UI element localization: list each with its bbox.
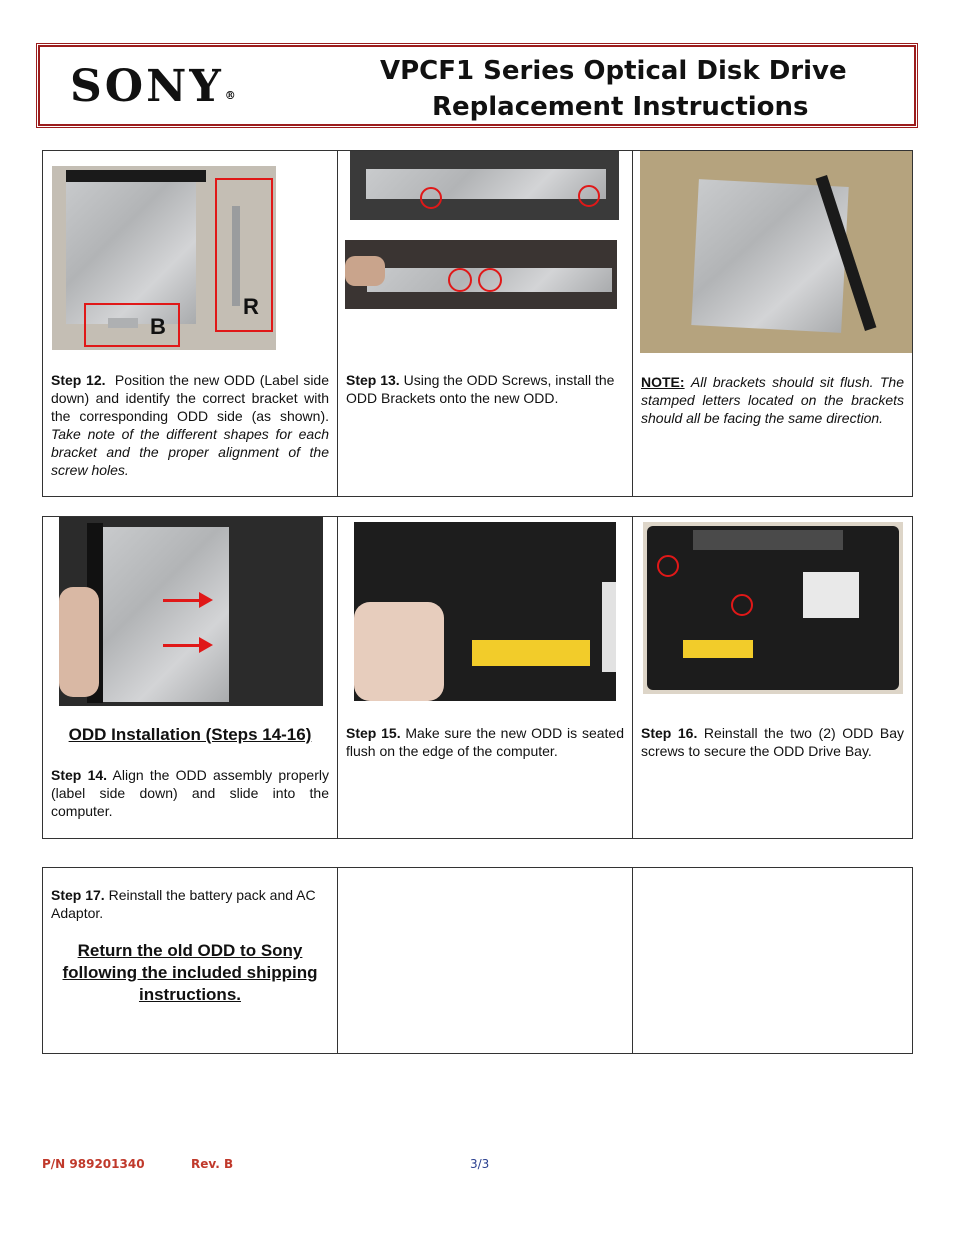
page-number: 3/3 — [470, 1157, 490, 1171]
note-text — [641, 373, 904, 427]
step14-text — [51, 766, 329, 820]
title-line-1: VPCF1 Series Optical Disk Drive — [380, 56, 847, 86]
bracket-b-image — [108, 318, 138, 328]
step14-body: Align the ODD assembly properly (label side down) and slide into the computer. — [51, 767, 329, 819]
step13-cell — [338, 151, 633, 497]
note-body: All brackets should sit flush. The stamped letters located on the brackets should all be facing the same direction. — [641, 374, 904, 426]
empty-cell-2 — [633, 868, 913, 1054]
logo-text: SONY — [70, 61, 224, 112]
odd-slide-image — [99, 527, 229, 702]
screw-circle-4 — [478, 268, 502, 292]
logo-registered-mark: ® — [224, 89, 236, 102]
step14-cell — [43, 517, 338, 839]
odd-with-brackets-photo — [640, 151, 912, 353]
sony-logo — [70, 61, 236, 112]
laptop-bottom-photo — [643, 522, 903, 694]
step12-cell — [43, 151, 338, 497]
step13-text — [346, 371, 624, 407]
bracket-b-label: B — [150, 314, 166, 339]
note-cell — [633, 151, 913, 497]
battery-slot-image — [693, 530, 843, 550]
bracket-r-label: R — [243, 294, 259, 319]
odd-flush-photo — [354, 522, 616, 701]
hand-image-2 — [59, 587, 99, 697]
odd-installation-title: ODD Installation (Steps 14-16) — [68, 725, 312, 744]
bay-screw-circle-1 — [657, 555, 679, 577]
hand-image-1 — [345, 256, 385, 286]
bracket-install-photo-1 — [350, 151, 619, 220]
bay-screw-circle-2 — [731, 594, 753, 616]
odd-bezel-image — [66, 170, 206, 182]
odd-drive-image — [66, 174, 196, 324]
screw-circle-2 — [578, 185, 600, 207]
title-line-2: Replacement Instructions — [432, 92, 809, 122]
step17-text — [51, 886, 329, 922]
empty-cell-1 — [338, 868, 633, 1054]
warning-label-image — [472, 640, 590, 666]
note-label: NOTE: — [641, 374, 685, 390]
step15-label: Step 15. — [346, 725, 401, 741]
step17-body: Reinstall the battery pack and AC Adaptor. — [51, 887, 316, 921]
step16-label: Step 16. — [641, 725, 698, 741]
step15-text — [346, 724, 624, 760]
step17-label: Step 17. — [51, 887, 105, 903]
step12-italic-note: Take note of the different shapes for each bracket and the proper alignment of the screw holes. — [51, 426, 329, 478]
step15-body: Make sure the new ODD is seated flush on the edge of the computer. — [346, 725, 624, 759]
step16-body: Reinstall the two (2) ODD Bay screws to secure the ODD Drive Bay. — [641, 725, 904, 759]
part-number: P/N 989201340 — [42, 1157, 145, 1171]
bracket-r-image — [232, 206, 240, 306]
bracket-install-photo-2 — [345, 240, 617, 309]
hand-image-3 — [354, 602, 444, 701]
label-sticker-image — [803, 572, 859, 618]
arrow-right-2 — [163, 644, 209, 647]
step13-body: Using the ODD Screws, install the ODD Brackets onto the new ODD. — [346, 372, 615, 406]
step17-cell — [43, 868, 338, 1054]
step14-label: Step 14. — [51, 767, 108, 783]
warning-label-image-2 — [683, 640, 753, 658]
odd-slide-photo — [59, 517, 323, 706]
steps-table-2 — [42, 516, 913, 839]
screw-circle-3 — [448, 268, 472, 292]
steps-table-3 — [42, 867, 913, 1054]
step16-cell — [633, 517, 913, 839]
odd-side-image-1 — [366, 169, 606, 199]
document-title — [380, 53, 900, 125]
return-odd-note: Return the old ODD to Sony following the included shipping instructions. — [62, 941, 318, 1004]
odd-brackets-photo — [52, 166, 276, 350]
sticker-image — [602, 582, 616, 672]
step12-text — [51, 371, 329, 479]
step15-cell — [338, 517, 633, 839]
step13-label: Step 13. — [346, 372, 400, 388]
document-header — [38, 45, 916, 126]
laptop-bottom-image — [647, 526, 899, 690]
step16-text — [641, 724, 904, 760]
step12-label: Step 12. — [51, 372, 106, 388]
step12-body: Position the new ODD (Label side down) and identify the correct bracket with the corresponding ODD side (as shown). — [51, 372, 330, 424]
screw-circle-1 — [420, 187, 442, 209]
arrow-right-1 — [163, 599, 209, 602]
steps-table-1 — [42, 150, 913, 497]
revision: Rev. B — [191, 1157, 234, 1171]
